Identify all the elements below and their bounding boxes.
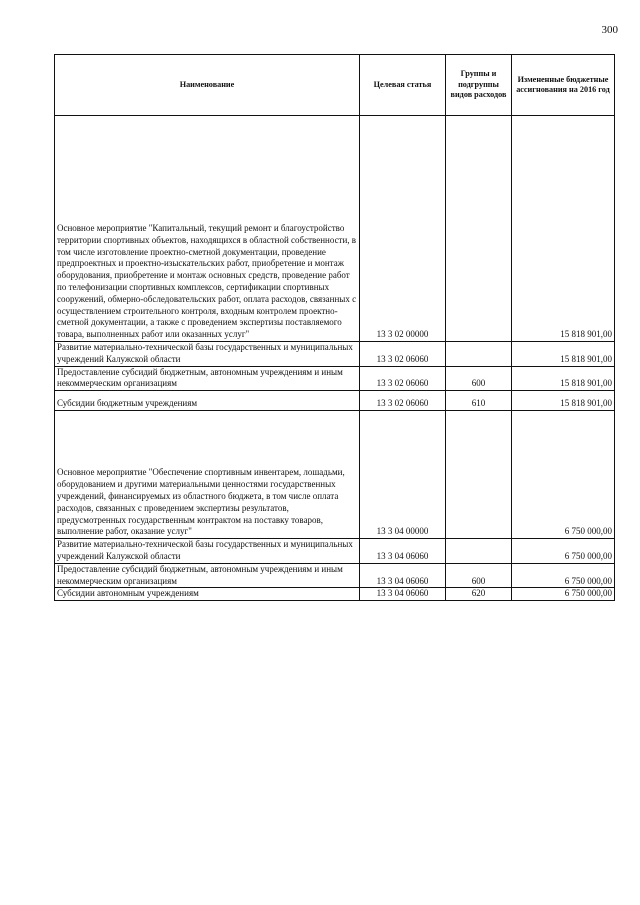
header-target: Целевая статья	[360, 55, 446, 116]
header-groups: Группы и подгруппы видов расходов	[446, 55, 512, 116]
row-amount: 15 818 901,00	[512, 342, 615, 367]
page-number: 300	[601, 24, 618, 36]
table-row	[55, 588, 615, 601]
row-name: Предоставление субсидий бюджетным, автономным учреждениям и иным некоммерческим организациям	[55, 366, 360, 391]
row-group	[446, 342, 512, 367]
row-amount: 6 750 000,00	[512, 411, 615, 539]
row-name: Развитие материально-технической базы государственных и муниципальных учреждений Калужской области	[55, 342, 360, 367]
row-name: Субсидии автономным учреждениям	[55, 588, 360, 601]
row-amount: 6 750 000,00	[512, 563, 615, 588]
table-row	[55, 539, 615, 564]
row-group: 620	[446, 588, 512, 601]
row-group	[446, 539, 512, 564]
row-target: 13 3 02 06060	[360, 366, 446, 391]
table-row	[55, 342, 615, 367]
row-group: 600	[446, 366, 512, 391]
row-amount: 15 818 901,00	[512, 366, 615, 391]
table-row	[55, 366, 615, 391]
row-name: Развитие материально-технической базы государственных и муниципальных учреждений Калужской области	[55, 539, 360, 564]
row-target: 13 3 02 00000	[360, 116, 446, 342]
row-target: 13 3 04 00000	[360, 411, 446, 539]
header-name: Наименование	[55, 55, 360, 116]
table-row	[55, 116, 615, 342]
row-group	[446, 116, 512, 342]
row-target: 13 3 04 06060	[360, 563, 446, 588]
row-group: 600	[446, 563, 512, 588]
row-amount: 15 818 901,00	[512, 391, 615, 411]
row-group: 610	[446, 391, 512, 411]
row-amount: 6 750 000,00	[512, 588, 615, 601]
table-header-row	[55, 55, 615, 116]
row-target: 13 3 04 06060	[360, 588, 446, 601]
row-target: 13 3 04 06060	[360, 539, 446, 564]
row-amount: 6 750 000,00	[512, 539, 615, 564]
row-name: Основное мероприятие "Обеспечение спортивным инвентарем, лошадьми, оборудованием и другими материальными ценностями государственных учреждений, финансируемых из областного бюджета, в том числе оплата расходов, связанных с проведением экспертизы результатов, предусмотренных государственным контрактом на поставку товаров, выполнение работ, оказание услуг"	[55, 411, 360, 539]
header-amount: Измененные бюджетные ассигнования на 2016 год	[512, 55, 615, 116]
table-row	[55, 391, 615, 411]
row-target: 13 3 02 06060	[360, 391, 446, 411]
row-name: Предоставление субсидий бюджетным, автономным учреждениям и иным некоммерческим организациям	[55, 563, 360, 588]
row-amount: 15 818 901,00	[512, 116, 615, 342]
row-name: Основное мероприятие "Капитальный, текущий ремонт и благоустройство территории спортивных объектов, находящихся в областной собственности, в том числе изготовление проектно-сметной документации, проведение предпроектных и проектно-изыскательских работ, приобретение и монтаж оборудования, приобретение и монтаж основных средств, проведение работ по телефонизации спортивных комплексов, сертификации спортивных сооружений, обмерно-обследовательских работ, оплата расходов, связанных с осуществлением строительного контроля, входным контролем проектно-сметной документации, а также с проведением экспертизы поставляемого товара, выполненных работ или оказанных услуг"	[55, 116, 360, 342]
row-name: Субсидии бюджетным учреждениям	[55, 391, 360, 411]
table-row	[55, 563, 615, 588]
row-target: 13 3 02 06060	[360, 342, 446, 367]
table-row	[55, 411, 615, 539]
row-group	[446, 411, 512, 539]
budget-table	[54, 54, 615, 601]
